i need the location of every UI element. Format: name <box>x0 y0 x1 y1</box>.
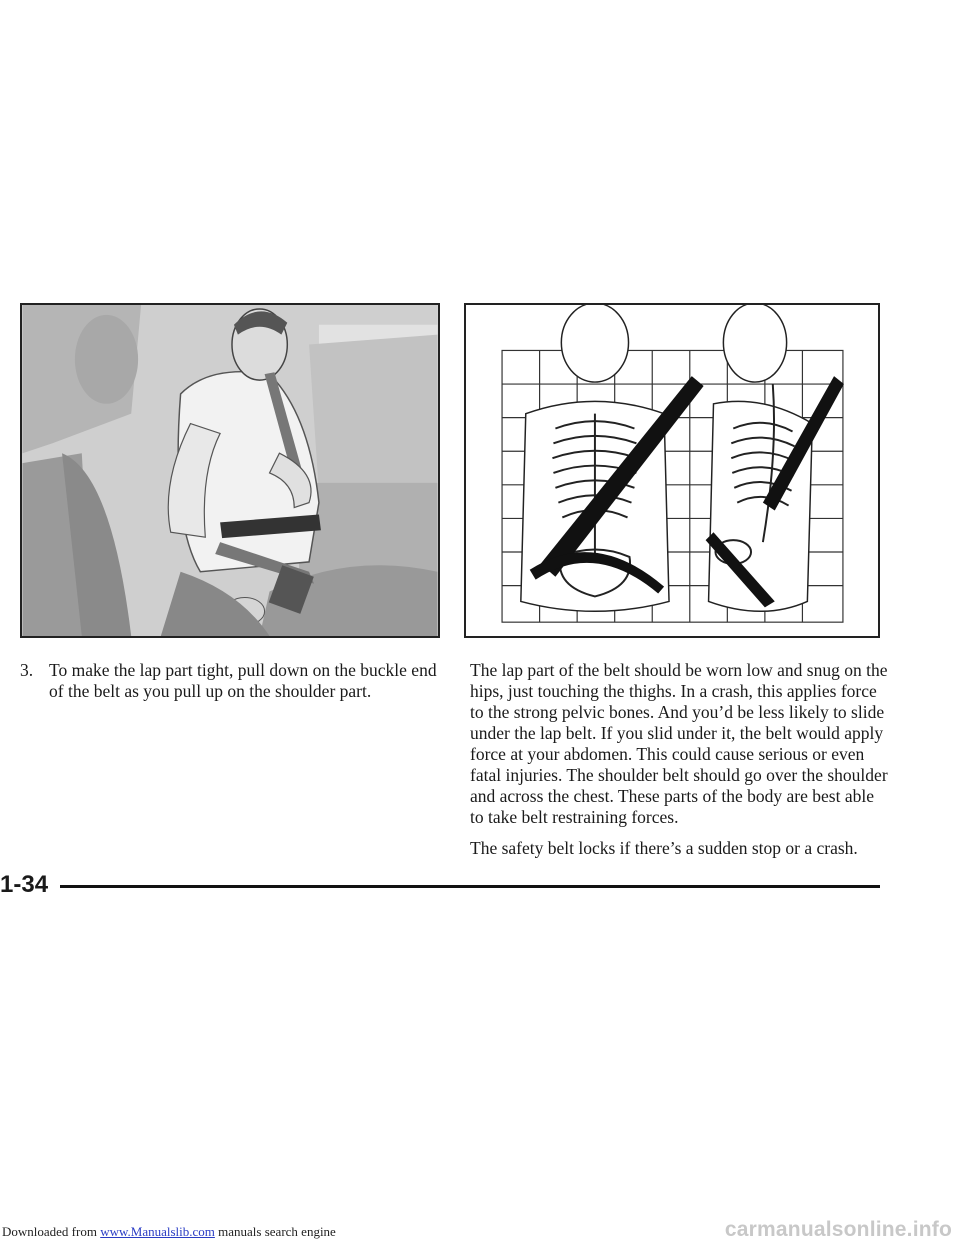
page-number: 1-34 <box>0 871 49 898</box>
step-text: To make the lap part tight, pull down on the buckle end of the belt as you pull up on the shoulder part. <box>49 660 437 701</box>
person-fastening-belt-drawing <box>22 305 438 636</box>
page-rule-divider <box>60 885 880 888</box>
body-paragraph-2: The safety belt locks if there’s a sudden stop or a crash. <box>470 838 858 858</box>
body-paragraph-1: The lap part of the belt should be worn low and snug on the hips, just touching the thighs. In a crash, this applies force to the strong pelvic bones. And you’d be less likely to slide under the lap belt. If you slid under it, the belt would apply force at your abdomen. This could cause serious or even fatal injuries. The shoulder belt should go over the shoulder and across the chest. These parts of the body are best able to take belt restraining forces. <box>470 660 888 827</box>
skeleton-belt-position-diagram <box>464 303 880 638</box>
skeleton-belt-drawing <box>466 305 878 636</box>
step-3 <box>20 660 440 702</box>
footer-prefix: Downloaded from <box>2 1224 101 1239</box>
step-number: 3. <box>20 660 34 680</box>
body-text-column <box>470 660 890 869</box>
watermark: carmanualsonline.info <box>724 1218 952 1241</box>
person-fastening-belt-illustration <box>20 303 440 638</box>
footer-suffix: manuals search engine <box>214 1224 336 1239</box>
manualslib-link[interactable]: www.Manualslib.com <box>100 1224 215 1239</box>
